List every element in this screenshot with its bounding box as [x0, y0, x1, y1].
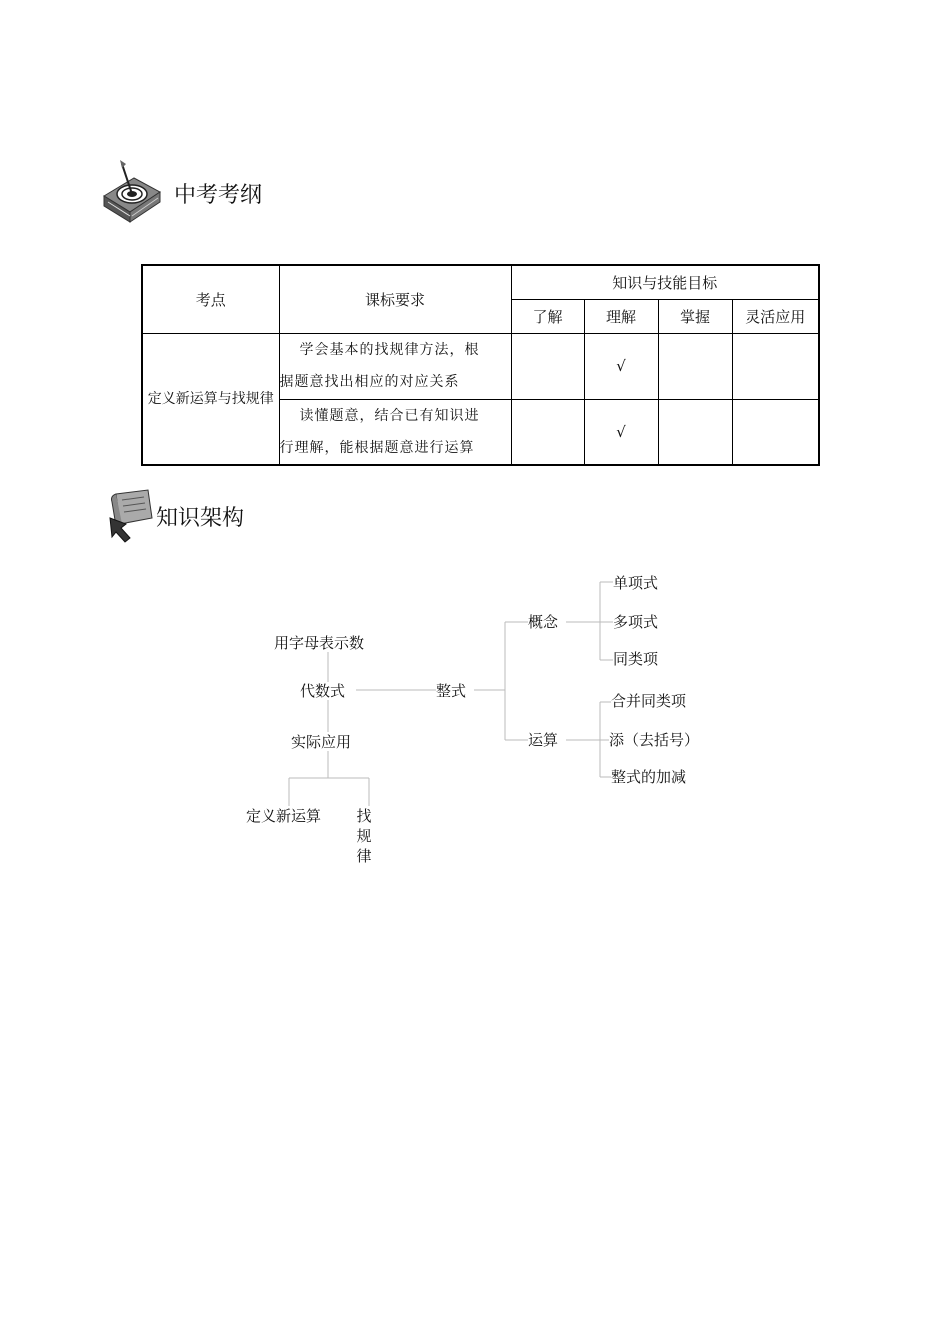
node-new-operation: 定义新运算: [246, 807, 322, 825]
section-heading-syllabus: [100, 158, 262, 228]
mark-cell: √: [584, 333, 658, 399]
header-level: 掌握: [658, 299, 732, 333]
node-polynomial: 整式: [436, 682, 467, 700]
mark-cell: [511, 399, 584, 465]
requirement-line: 学会基本的找规律方法，根: [299, 342, 480, 358]
node-monomial: 单项式: [613, 574, 659, 592]
target-book-icon: [100, 158, 162, 228]
node-practical-application: 实际应用: [291, 733, 352, 751]
requirement-cell: [279, 399, 511, 465]
mark-cell: [658, 333, 732, 399]
header-level: 理解: [584, 299, 658, 333]
mark-cell: √: [584, 399, 658, 465]
node-multinomial: 多项式: [613, 613, 659, 631]
header-topic: 考点: [142, 265, 279, 333]
node-concept: 概念: [528, 613, 559, 631]
mark-cell: [511, 333, 584, 399]
scroll-arrow-icon: [104, 488, 156, 544]
section-title-syllabus: 中考考纲: [174, 182, 263, 208]
mark-cell: [658, 399, 732, 465]
node-find-pattern: [355, 806, 373, 866]
node-add-subtract: 整式的加减: [611, 768, 687, 786]
node-combine-like-terms: 合并同类项: [611, 692, 687, 710]
requirement-cell: [279, 333, 511, 399]
requirement-line: 读懂题意，结合已有知识进: [299, 407, 480, 424]
topic-cell: 定义新运算与找规律: [142, 333, 279, 465]
node-like-terms: 同类项: [613, 650, 659, 668]
node-find-pattern-char: 律: [356, 847, 372, 865]
node-find-pattern-char: 找: [356, 807, 372, 825]
header-goals: 知识与技能目标: [511, 265, 819, 299]
header-level: 了解: [511, 299, 584, 333]
node-letters-for-numbers: 用字母表示数: [274, 634, 365, 652]
mark-cell: [732, 333, 819, 399]
header-level: 灵活应用: [732, 299, 819, 333]
section-heading-knowledge: [104, 488, 244, 544]
mark-cell: [732, 399, 819, 465]
requirement-line: 行理解，能根据题意进行运算: [279, 439, 475, 456]
table-row: [142, 333, 819, 399]
node-operation: 运算: [528, 731, 559, 749]
node-brackets: 添（去括号）: [609, 731, 700, 749]
node-find-pattern-char: 规: [356, 827, 372, 845]
node-algebraic-expression: 代数式: [300, 682, 346, 700]
header-requirement: 课标要求: [279, 265, 511, 333]
section-title-knowledge: 知识架构: [156, 505, 245, 531]
requirement-line: 据题意找出相应的对应关系: [279, 374, 460, 390]
syllabus-table: [141, 264, 820, 466]
